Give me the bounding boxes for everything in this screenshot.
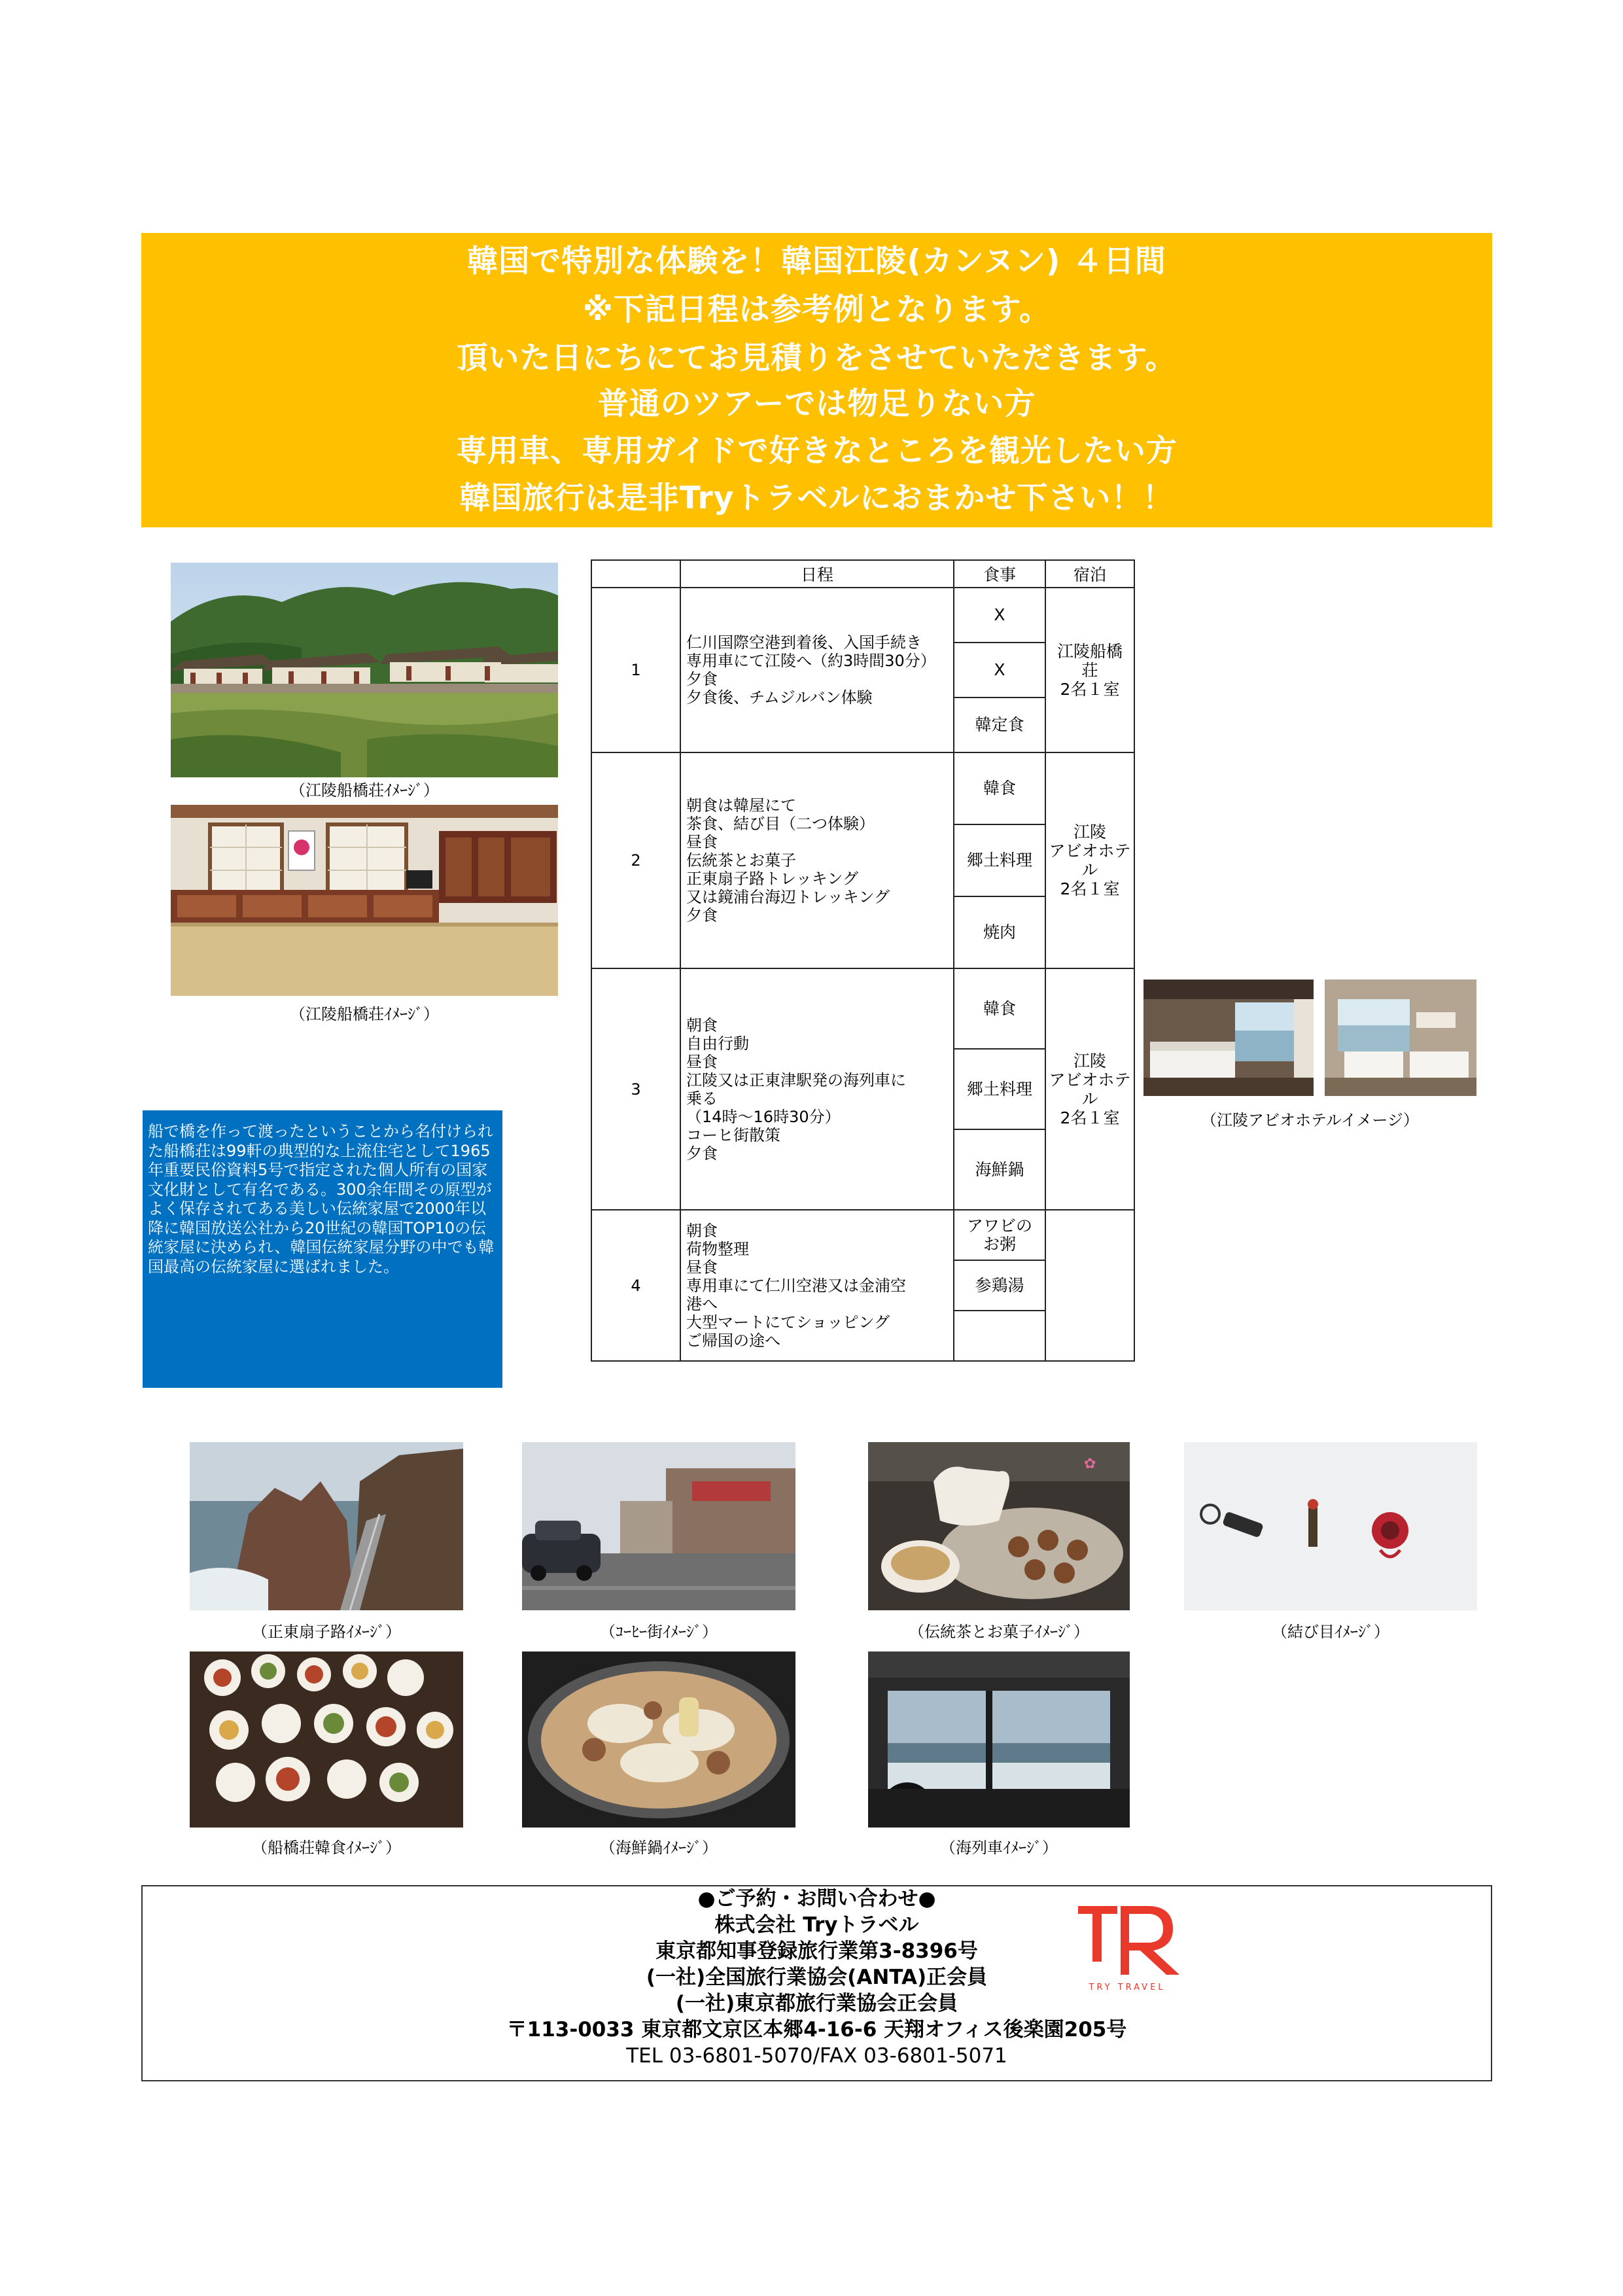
table-row [591,968,1134,1049]
table-row [591,1210,1134,1260]
header-line: 韓国旅行は是非Tryトラベルにおまかせ下さい！！ [459,480,1174,516]
footer-line: (一社)東京都旅行業協会正会員 [675,1992,958,2015]
company-name: 株式会社 Tryトラベル [714,1913,919,1937]
table-header-row [591,560,1134,588]
knot-craft-photo [1184,1442,1477,1610]
day-schedule: 朝食は韓屋にて 茶食、結び目（二つ体験） 昼食 伝統茶とお菓子 正東扇子路トレッキング 又は鏡浦台海辺トレッキング 夕食 [680,752,954,968]
meal-cell: 郷土料理 [954,1049,1045,1129]
lodging-cell: 江陵 アビオホテ ル 2名１室 [1045,752,1134,968]
coastal-trail-photo [190,1442,463,1610]
footer-address: 〒113-0033 東京都文京区本郷4-16-6 天翔オフィス後楽園205号 [506,2018,1127,2041]
contact-footer [141,1885,1492,2081]
meal-cell [954,1311,1045,1361]
hanok-exterior-photo [171,563,558,777]
photo-caption: （江陵船橋荘ｲﾒｰｼﾞ） [290,781,439,800]
hotel-room-photo [1143,980,1314,1096]
try-travel-logo [1058,1899,1196,1998]
day-schedule: 朝食 自由行動 昼食 江陵又は正東津駅発の海列車に 乗る （14時～16時30分） コーヒ街散策 夕食 [680,968,954,1210]
photo-caption: （ｺｰﾋｰ街ｲﾒｰｼﾞ） [600,1623,718,1641]
itinerary-table [591,559,1135,1362]
lodging-cell: 江陵 アビオホテ ル 2名１室 [1045,968,1134,1210]
meal-cell: アワビの お粥 [954,1210,1045,1260]
meal-cell: 海鮮鍋 [954,1129,1045,1210]
day-number: 3 [591,968,680,1210]
header-meal: 食事 [954,560,1045,588]
header-schedule: 日程 [680,560,954,588]
info-box: 船で橋を作って渡ったということから名付けられた船橋荘は99軒の典型的な上流住宅として1965年重要民俗資料5号で指定された個人所有の国家文化財として有名である。300余年間その原型がよく保存されてある美しい伝統家屋で2000年以降に韓国放送公社から20世紀の韓国TOP10の伝統家屋に決められ、韓国伝統家屋分野の中でも韓国最高の伝統家屋に選ばれました。 [143,1110,502,1388]
meal-cell: X [954,588,1045,643]
seafood-stew-photo [522,1651,795,1828]
meal-cell: 焼肉 [954,896,1045,968]
footer-phone: TEL 03-6801-5070/FAX 03-6801-5071 [626,2044,1007,2068]
footer-line: 東京都知事登録旅行業第3-8396号 [655,1939,978,1963]
hotel-room-photo [1325,980,1476,1096]
korean-meal-photo [190,1651,463,1828]
photo-caption: （正東扇子路ｲﾒｰｼﾞ） [252,1623,401,1641]
footer-heading: ●ご予約・お問い合わせ● [697,1887,936,1911]
footer-line: (一社)全国旅行業協会(ANTA)正会員 [646,1966,988,1989]
sea-train-photo [868,1651,1130,1828]
header-line: ※下記日程は参考例となります。 [583,292,1051,328]
day-schedule: 朝食 荷物整理 昼食 専用車にて仁川空港又は金浦空 港へ 大型マートにてショッピング ご帰国の途へ [680,1210,954,1361]
header-banner [141,233,1492,527]
photo-caption: （海鮮鍋ｲﾒｰｼﾞ） [600,1839,718,1857]
header-line: 専用車、専用ガイドで好きなところを観光したい方 [456,433,1178,469]
tea-sweets-photo [868,1442,1130,1610]
header-lodging: 宿泊 [1045,560,1134,588]
photo-caption: （船橋荘韓食ｲﾒｰｼﾞ） [252,1839,401,1857]
hanok-interior-photo [171,805,558,996]
svg-text:✿: ✿ [1084,1456,1096,1472]
day-schedule: 仁川国際空港到着後、入国手続き 専用車にて江陵へ（約3時間30分） 夕食 夕食後、チムジルバン体験 [680,588,954,752]
meal-cell: 郷土料理 [954,824,1045,896]
day-number: 1 [591,588,680,752]
photo-caption: （江陵アビオホテルイメージ） [1201,1111,1419,1129]
photo-caption: （伝統茶とお菓子ｲﾒｰｼﾞ） [909,1623,1089,1641]
meal-cell: X [954,643,1045,698]
header-title: 韓国で特別な体験を！韓国江陵(カンヌン) ４日間 [467,243,1166,279]
lodging-cell: 江陵船橋 荘 2名１室 [1045,588,1134,752]
meal-cell: 参鶏湯 [954,1260,1045,1311]
lodging-cell [1045,1210,1134,1361]
svg-text:TRY TRAVEL: TRY TRAVEL [1089,1983,1166,1992]
coffee-street-photo [522,1442,795,1610]
photo-caption: （海列車ｲﾒｰｼﾞ） [940,1839,1058,1857]
meal-cell: 韓定食 [954,698,1045,752]
meal-cell: 韓食 [954,752,1045,824]
header-line: 普通のツアーでは物足りない方 [597,386,1036,422]
header-line: 頂いた日にちにてお見積りをさせていただきます。 [457,340,1177,376]
photo-caption: （結び目ｲﾒｰｼﾞ） [1272,1623,1389,1641]
table-row [591,752,1134,824]
day-number: 4 [591,1210,680,1361]
day-number: 2 [591,752,680,968]
photo-caption: （江陵船橋荘ｲﾒｰｼﾞ） [290,1005,439,1023]
table-row [591,588,1134,643]
meal-cell: 韓食 [954,968,1045,1049]
